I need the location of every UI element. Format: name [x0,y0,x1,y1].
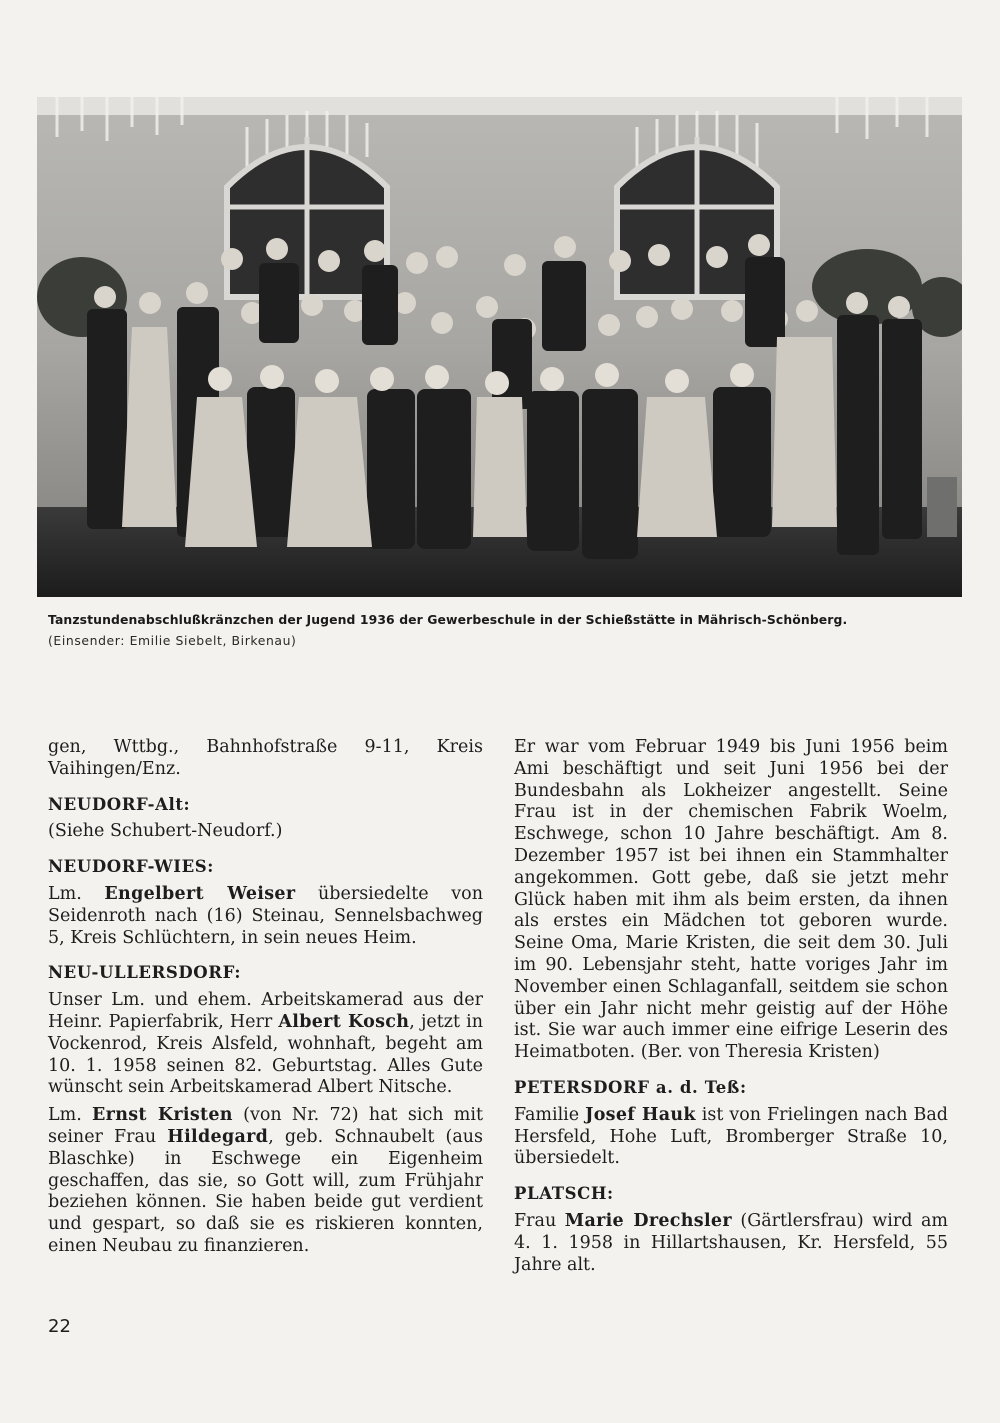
text-run: übersiedelte von Seidenroth nach (16) Steinau, Sennelsbachweg 5, Kreis Schlüchtern, in sein neues Heim. [48,883,483,948]
text-run: Lm. [48,1105,93,1126]
text-run: ist von Frielingen nach Bad Hersfeld, Hohe Luft, Bromberger Straße 10, übersiedelt. [514,1104,948,1169]
person-name: Albert Kosch [278,1011,410,1032]
paragraph-neudorf-alt: (Siehe Schubert-Neudorf.) [48,821,283,842]
photo-illustration [37,97,962,597]
text-run: Lm. [48,883,105,904]
text-run: (von Nr. 72) hat sich mit seiner Frau [48,1105,483,1147]
caption-credit: (Einsender: Emilie Siebelt, Birkenau) [48,633,297,648]
text-run: (Gärtlersfrau) wird am 4. 1. 1958 in Hillartshausen, Kr. Hersfeld, 55 Jahre alt. [514,1210,948,1275]
text-run: Unser Lm. und ehem. Arbeitskamerad aus der Heinr. Papierfabrik, Herr [48,990,483,1032]
caption-title: Tanzstundenabschlußkränzchen der Jugend 1936 der Gewerbeschule in der Schießstätte in Mährisch-Schönberg. [48,612,848,627]
page-number: 22 [48,1316,71,1337]
text-run: , jetzt in Vockenrod, Kreis Alsfeld, wohnhaft, begeht am 10. 1. 1958 seinen 82. Geburtstag. Alles Gute wünscht sein Arbeitskamerad Albert Nitsche. [48,1011,484,1098]
person-name: Josef Hauk [585,1104,696,1125]
text-run: , geb. Schnaubelt (aus Blaschke) in Eschwege ein Eigenheim geschaffen, das sie, so Gott will, zum Frühjahr beziehen können. Sie haben beide gut verdient und gespart, so daß sie es riskieren konnten, einen Neubau zu finanzieren. [48,1126,484,1256]
paragraph-kristen-continued: Er war vom Februar 1949 bis Juni 1956 beim Ami beschäftigt und seit Juni 1956 bei der Bundesbahn als Lokheizer angestellt. Seine Frau ist in der chemischen Fabrik Woelm, Eschwege, schon 10 Jahre beschäftigt. Am 8. Dezember 1957 ist bei ihnen ein Stammhalter angekommen. Gott gebe, daß sie jetzt mehr Glück haben mit ihm als beim ersten, da ihnen als erstes ein Mädchen tot geboren wurde. Seine Oma, Marie Kristen, die seit dem 30. Juli im 90. Lebensjahr steht, hatte voriges Jahr im November einen Schlaganfall, seitdem sie schon über ein Jahr nicht mehr geistig auf der Höhe ist. Sie war auch immer eine eifrige Leserin des Heimatboten. (Ber. von Theresia Kristen) [514,737,948,1063]
heading-neudorf-alt: NEUDORF-Alt: [48,794,191,814]
heading-platsch: PLATSCH: [514,1184,614,1204]
text-run: Familie [514,1104,586,1125]
heading-neu-ullersdorf: NEU-ULLERSDORF: [48,963,242,983]
left-column [48,737,483,1258]
person-name: Ernst Kristen [92,1105,233,1126]
group-photograph [37,97,962,597]
person-name: Engelbert Weiser [104,883,296,904]
paragraph-platsch [514,1211,948,1276]
paragraph-neu-ullersdorf-2 [48,1105,483,1258]
person-name: Hildegard [167,1126,269,1147]
paragraph-continuation: gen, Wttbg., Bahnhofstraße 9-11, Kreis Vaihingen/Enz. [48,737,483,779]
photo-caption [48,612,948,648]
text-run: Frau [514,1210,565,1231]
person-name: Marie Drechsler [564,1210,732,1231]
paragraph-petersdorf [514,1105,948,1170]
heading-neudorf-wies: NEUDORF-WIES: [48,857,214,877]
paragraph-neu-ullersdorf-1 [48,990,483,1099]
heading-petersdorf: PETERSDORF a. d. Teß: [514,1077,747,1097]
right-column [514,737,948,1276]
paragraph-neudorf-wies [48,884,483,949]
